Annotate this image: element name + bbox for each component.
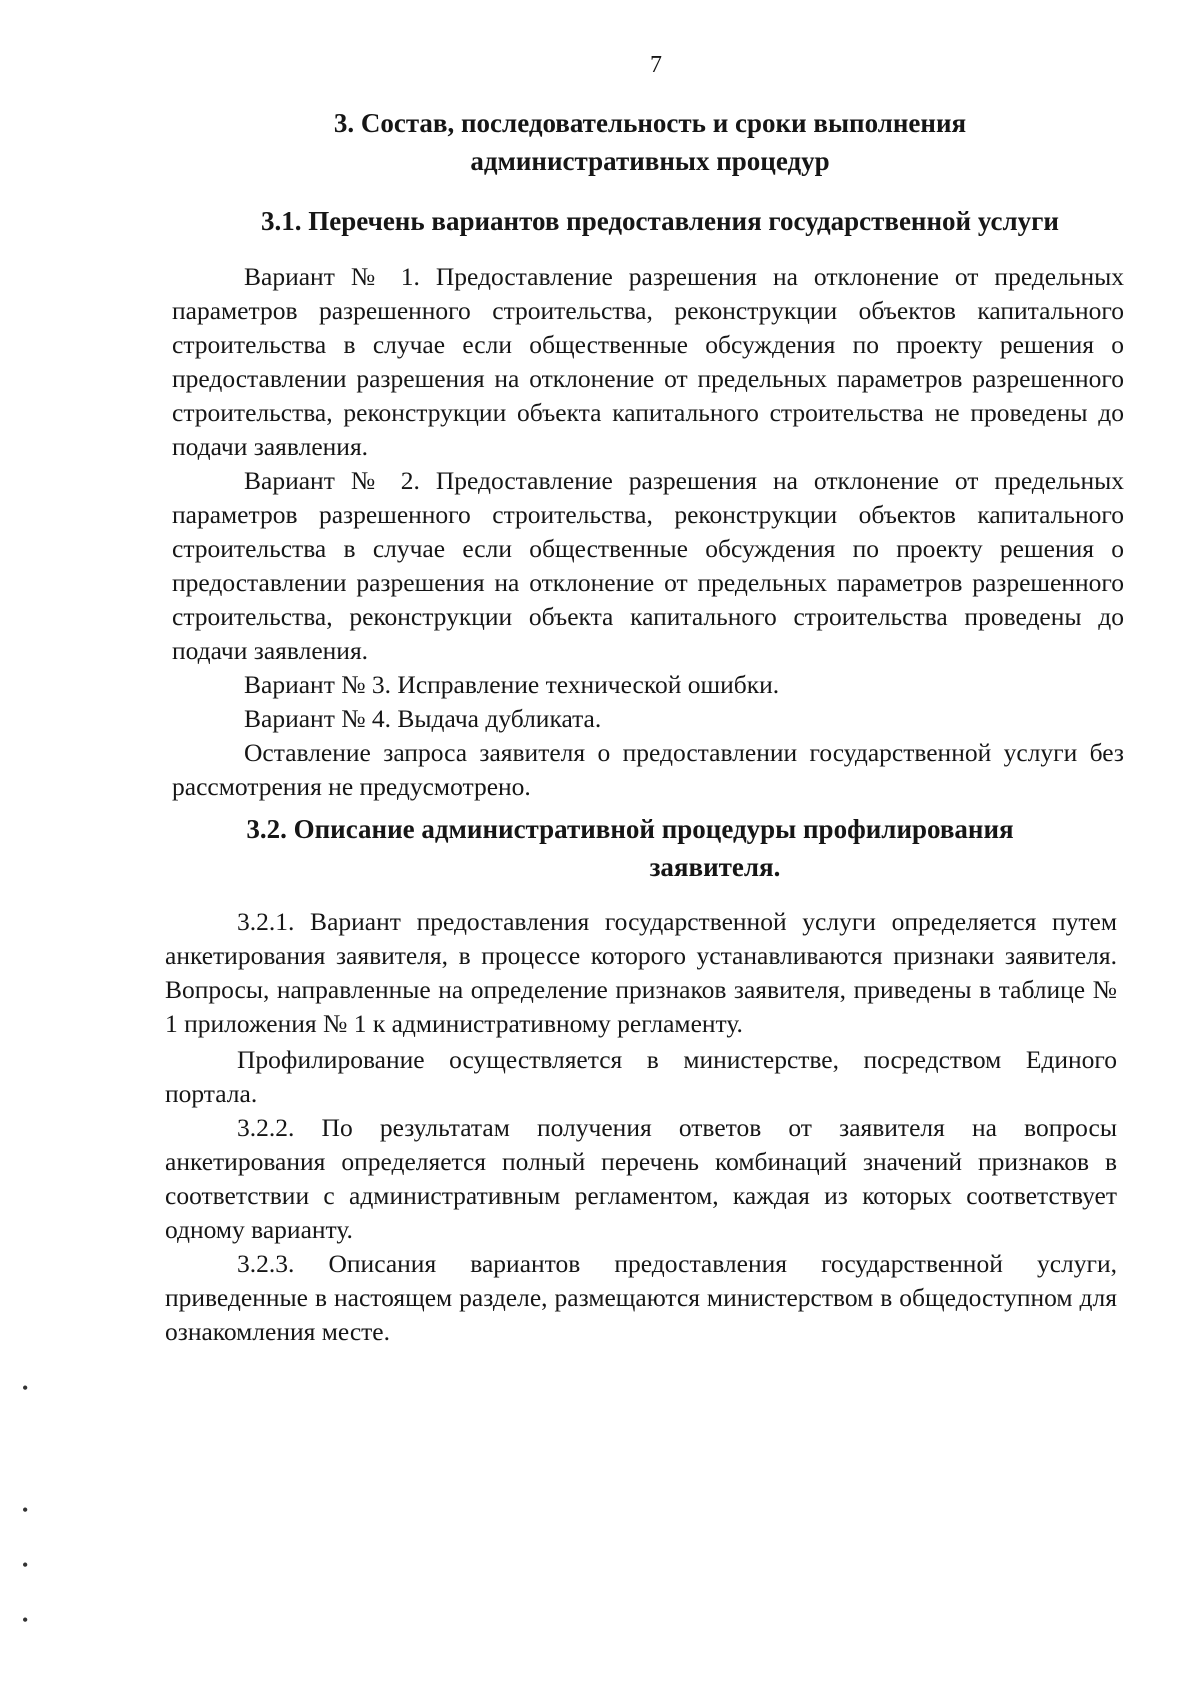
variant-1-paragraph: Вариант № 1. Предоставление разрешения на отклонение от предельных параметров разрешенного строительства, реконструкции объектов капитального строительства в случае если общественные обсуждения по проекту решения о предоставлении разрешения на отклонение от предельных параметров разрешенного строительства, реконструкции объекта капитального строительства не проведены до подачи заявления.	[172, 262, 1124, 461]
variant-2-paragraph: Вариант № 2. Предоставление разрешения на отклонение от предельных параметров разрешенного строительства, реконструкции объектов капитального строительства в случае если общественные обсуждения по проекту решения о предоставлении разрешения на отклонение от предельных параметров разрешенного строительства, реконструкции объекта капитального строительства проведены до подачи заявления.	[172, 466, 1124, 665]
section-3-title-line2: административных процедур	[470, 146, 830, 176]
section-3-1-body	[172, 260, 1124, 804]
section-3-heading	[300, 104, 1000, 180]
scan-speck: •	[22, 1610, 29, 1630]
profiling-paragraph: Профилирование осуществляется в министерстве, посредством Единого портала.	[165, 1045, 1117, 1108]
section-3-2-title-line2: заявителя.	[649, 852, 781, 882]
section-3-2-body	[165, 905, 1117, 1349]
page-number: 7	[650, 52, 662, 78]
clause-3-2-3-paragraph: 3.2.3. Описания вариантов предоставления государственной услуги, приведенные в настоящем разделе, размещаются министерством в общедоступном для ознакомления месте.	[165, 1249, 1117, 1346]
section-3-1-title: 3.1. Перечень вариантов предоставления государственной услуги	[261, 206, 1059, 236]
clause-3-2-2-paragraph: 3.2.2. По результатам получения ответов от заявителя на вопросы анкетирования определяется полный перечень комбинаций значений признаков в соответствии с административным регламентом, каждая из которых соответствует одному варианту.	[165, 1113, 1117, 1244]
variant-4-paragraph: Вариант № 4. Выдача дубликата.	[244, 704, 602, 733]
scan-speck: •	[22, 1378, 29, 1398]
section-3-1-heading	[225, 202, 1095, 240]
clause-3-2-1-paragraph: 3.2.1. Вариант предоставления государственной услуги определяется путем анкетирования заявителя, в процессе которого устанавливаются признаки заявителя. Вопросы, направленные на определение признаков заявителя, приведены в таблице № 1 приложения № 1 к административному регламенту.	[165, 907, 1117, 1038]
no-consideration-paragraph: Оставление запроса заявителя о предоставлении государственной услуги без рассмотрения не предусмотрено.	[172, 738, 1124, 801]
variant-3-paragraph: Вариант № 3. Исправление технической ошибки.	[244, 670, 780, 699]
scan-speck: •	[22, 1500, 29, 1520]
section-3-title-line1: 3. Состав, последовательность и сроки выполнения	[333, 108, 967, 138]
section-3-2-heading	[230, 810, 1030, 886]
section-3-2-title-line1: 3.2. Описание административной процедуры профилирования	[246, 814, 1014, 844]
scan-speck: •	[22, 1555, 29, 1575]
